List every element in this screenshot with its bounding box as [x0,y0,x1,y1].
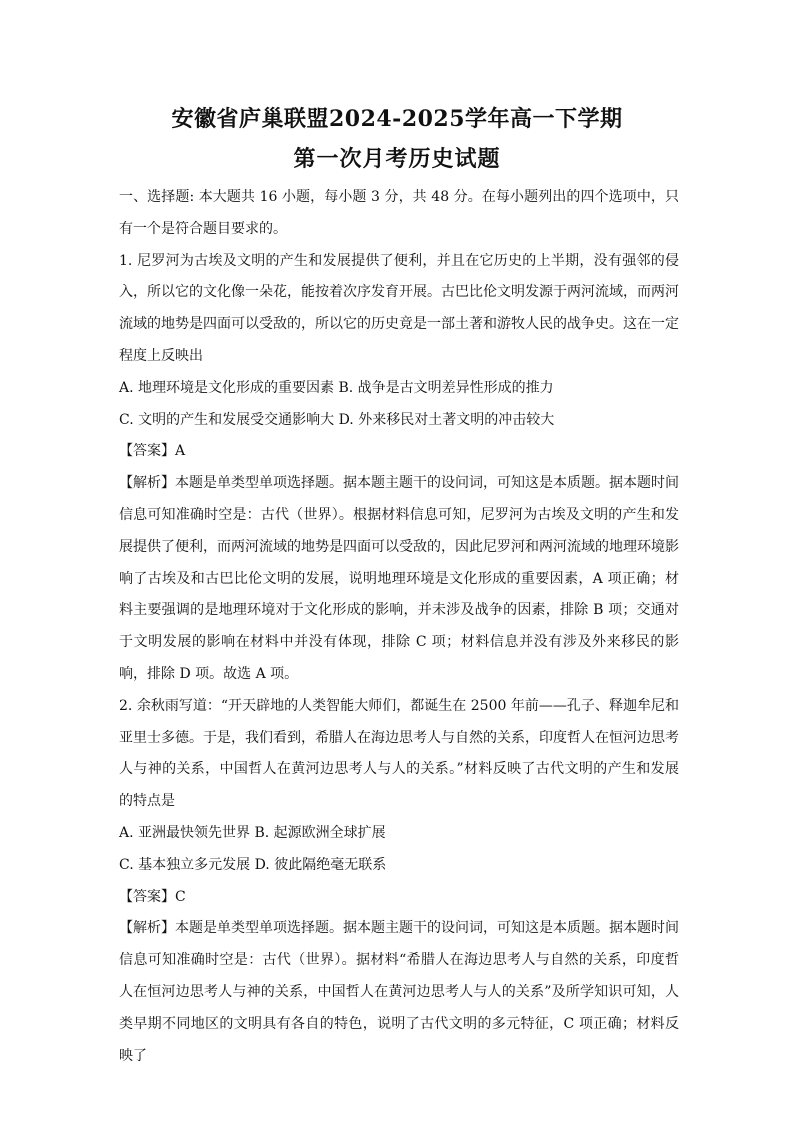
document-title: 安徽省庐巢联盟2024-2025学年高一下学期 [171,106,623,132]
question-1-stem: 1. 尼罗河为古埃及文明的产生和发展提供了便利，并且在它历史的上半期，没有强邻的侵入，所以它的文化像一朵花，能按着次序发育开展。古巴比伦文明发源于两河流域，而两河流域的地势是四面可以受敌的，所以它的历史竟是一部土著和游牧人民的战争史。这在一定程度上反映出 [119,252,679,364]
document-subtitle: 第一次月考历史试题 [293,146,501,172]
question-2-options-cd: C. 基本独立多元发展 D. 彼此隔绝毫无联系 [119,856,387,873]
document-body [119,182,679,1072]
section-intro: 一、选择题: 本大题共 16 小题，每小题 3 分，共 48 分。在每小题列出的四个选项中，只有一个是符合题目要求的。 [119,189,679,237]
question-1-answer: 【答案】A [119,443,186,460]
question-2-analysis: 【解析】本题是单类型单项选择题。据本题主题干的设问词，可知这是本质题。据本题时间信息可知准确时空是：古代（世界）。据材料“希腊人在海边思考人与自然的关系，印度哲人在恒河边思考人与神的关系，中国哲人在黄河边思考人与人的关系”及所学知识可知，人类早期不同地区的文明具有各自的特色，说明了古代文明的多元特征，C 项正确；材料反映了 [119,920,679,1064]
question-2-answer: 【答案】C [119,888,186,905]
question-2-stem: 2. 余秋雨写道：“开天辟地的人类智能大师们，都诞生在 2500 年前——孔子、释迦牟尼和亚里士多德。于是，我们看到，希腊人在海边思考人与自然的关系，印度哲人在恒河边思考人与神的关系，中国哲人在黄河边思考人与人的关系。”材料反映了古代文明的产生和发展的特点是 [119,697,679,810]
question-1-options-cd: C. 文明的产生和发展受交通影响大 D. 外来移民对土著文明的冲击较大 [119,411,555,428]
question-2-options-ab: A. 亚洲最快领先世界 B. 起源欧洲全球扩展 [119,824,386,841]
question-1-analysis: 【解析】本题是单类型单项选择题。据本题主题干的设问词，可知这是本质题。据本题时间信息可知准确时空是：古代（世界）。根据材料信息可知，尼罗河为古埃及文明的产生和发展提供了便利，而两河流域的地势是四面可以受敌的，因此尼罗河和两河流域的地理环境影响了古埃及和古巴比伦文明的发展，说明地理环境是文化形成的重要因素，A 项正确；材料主要强调的是地理环境对于文化形成的影响，并未涉及战争的因素，排除 B 项；交通对于文明发展的影响在材料中并没有体现，排除 C 项；材料信息并没有涉及外来移民的影响，排除 D 项。故选 A 项。 [119,475,679,682]
question-1-options-ab: A. 地理环境是文化形成的重要因素 B. 战争是古文明差异性形成的推力 [119,379,554,396]
